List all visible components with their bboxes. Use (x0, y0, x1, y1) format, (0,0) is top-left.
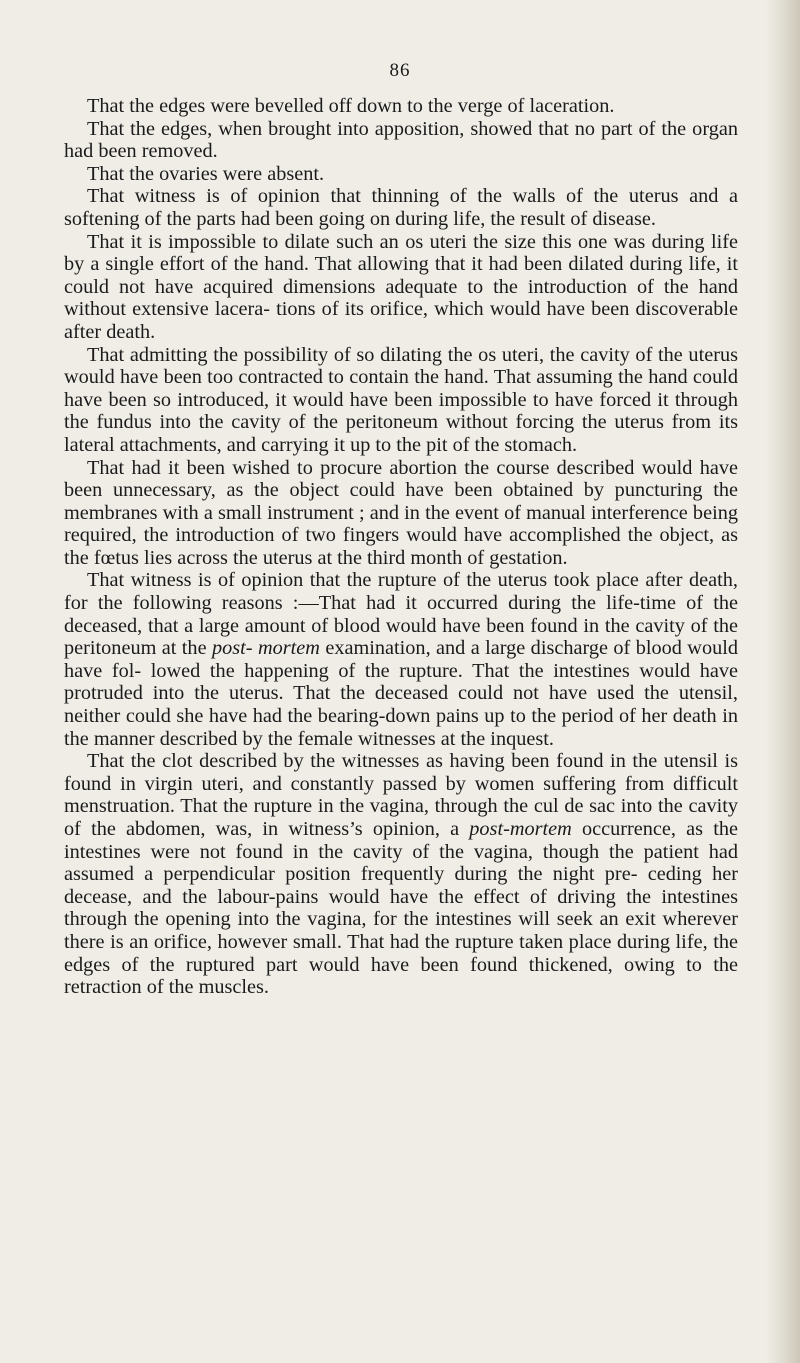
paragraph-edges-bevelled: That the edges were bevelled off down to the verge of laceration. (87, 95, 615, 117)
page-number: 86 (389, 60, 411, 81)
paragraph-ovaries-absent: That the ovaries were absent. (87, 162, 325, 185)
paragraph-admitting-possibility: That admitting the possibility of so dilating the os uteri, the cavity of the uterus would have been too contracted to contain the hand. That assuming the hand could have been so introduced, it would have been impossible to have forced it through the fundus into the cavity of the peritoneum without forcing the uterus from its lateral attachments, and carrying it up to the pit of the stomach. (64, 343, 738, 456)
page-edge-shadow (766, 0, 800, 1363)
paragraph-clot-described-text-1: That the clot described by the witnesses as having been found in the utensil is found in virgin uteri, and constantly passed by women suffering from difficult menstruation. That the rupture in the vagina, through the cul de sac into the cavity of the abdomen, was, in witness’s opinion, a (64, 750, 738, 840)
paragraph-rupture-after-death-emphasis: post- mortem (211, 637, 320, 660)
paragraph-rupture-after-death-text-2: examination, and a large discharge of blood would have fol- lowed the happening of the rupture. That the intestines would have protruded into the uterus. That the deceased could not have used the utensil, neither could she have had the bearing-down pains up to the period of her death in the manner described by the female witnesses at the inquest. (64, 637, 739, 750)
paragraph-clot-described-emphasis: post-mortem (469, 818, 572, 840)
paragraph-procure-abortion: That had it been wished to procure abortion the course described would have been unnecessary, as the object could have been obtained by puncturing the membranes with a small instrument ; and in the event of manual interference being required, the introduction of two fingers would have accomplished the object, as the fœtus lies across the uterus at the third month of gestation. (64, 456, 738, 569)
paragraph-thinning-walls: That witness is of opinion that thinning of the walls of the uterus and a softening of the parts had been going on during life, the result of disease. (64, 185, 738, 230)
paragraph-rupture-after-death-text-1: That witness is of opinion that the rupture of the uterus took place after death, for the following reasons :—That had it occurred during the life-time of the deceased, that a large amount of blood would have been found in the cavity of the peritoneum at the (64, 569, 738, 660)
body-text (64, 95, 738, 999)
paragraph-edges-apposition: That the edges, when brought into apposition, showed that no part of the organ had been removed. (64, 117, 738, 163)
paragraph-clot-described (64, 750, 738, 999)
paragraph-dilate-os-uteri: That it is impossible to dilate such an os uteri the size this one was during life by a single effort of the hand. That allowing that it had been dilated during life, it could not have acquired dimensions adequate to the introduction of the hand without extensive lacera- tions of its orifice, which would have been discoverable after death. (64, 230, 738, 343)
paragraph-rupture-after-death (64, 569, 738, 750)
paragraph-clot-described-text-2: occurrence, as the intestines were not found in the cavity of the vagina, though the patient had assumed a perpendicular position frequently during the night pre- ceding her decease, and the labour-pains would have the effect of driving the intestines through the opening into the vagina, for the intestines will seek an exit wherever there is an orifice, however small. That had the rupture taken place during life, the edges of the ruptured part would have been found thickened, owing to the retraction of the muscles. (64, 818, 738, 999)
